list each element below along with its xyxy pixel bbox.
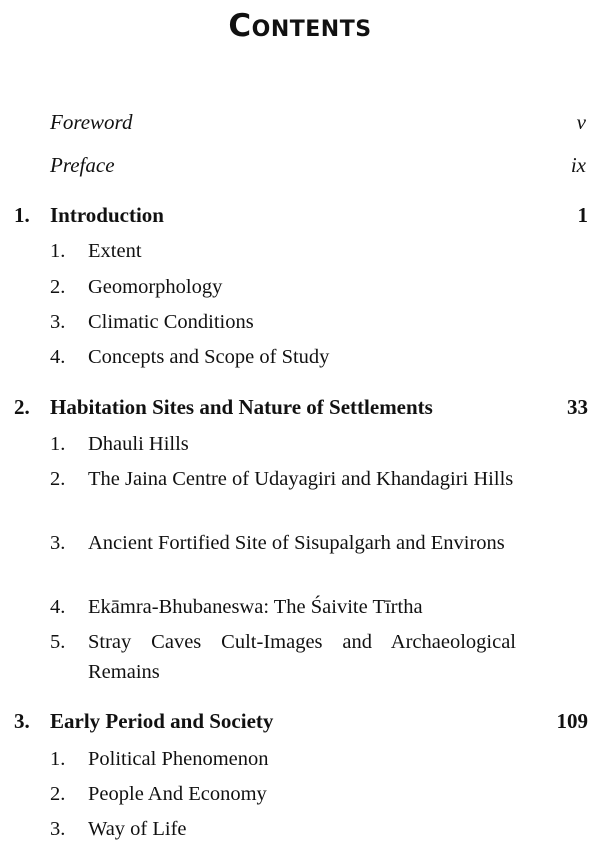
chapter-2-heading[interactable] (14, 395, 588, 423)
section-3-2[interactable] (50, 779, 516, 809)
section-2-4[interactable] (50, 592, 516, 622)
section-number: 3. (50, 311, 66, 333)
section-title: Geomorphology (88, 276, 223, 298)
chapter-number: 3. (14, 709, 30, 733)
section-number: 5. (50, 631, 66, 653)
section-2-2[interactable] (50, 464, 516, 494)
section-1-1[interactable] (50, 236, 516, 266)
section-number: 1. (50, 433, 66, 455)
section-title: People And Economy (88, 783, 267, 805)
chapter-title: Introduction (50, 203, 164, 227)
chapter-title: Habitation Sites and Nature of Settlements (50, 395, 433, 419)
section-number: 3. (50, 818, 66, 840)
section-2-3[interactable] (50, 528, 516, 558)
section-number: 1. (50, 240, 66, 262)
section-title: Ancient Fortified Site of Sisupalgarh and Environs (88, 532, 505, 554)
section-1-3[interactable] (50, 307, 516, 337)
page-number: v (576, 110, 586, 134)
chapter-number: 2. (14, 395, 30, 419)
section-title: Political Phenomenon (88, 748, 269, 770)
entry-title: Foreword (50, 110, 133, 134)
section-1-2[interactable] (50, 272, 516, 302)
section-2-5[interactable] (50, 627, 516, 687)
section-title: Climatic Conditions (88, 311, 254, 333)
chapter-1-heading[interactable] (14, 203, 588, 231)
chapter-title: Early Period and Society (50, 709, 274, 733)
page-number: ix (570, 153, 586, 177)
section-title: Dhauli Hills (88, 433, 189, 455)
section-3-1[interactable] (50, 744, 516, 774)
section-title: Way of Life (88, 818, 187, 840)
section-number: 2. (50, 468, 66, 490)
chapter-number: 1. (14, 203, 30, 227)
page-number: 109 (556, 709, 588, 733)
section-number: 2. (50, 276, 66, 298)
toc-entry-foreword[interactable] (50, 110, 586, 136)
section-1-4[interactable] (50, 342, 516, 372)
section-title: The Jaina Centre of Udayagiri and Khandagiri Hills (88, 468, 514, 490)
chapter-3-heading[interactable] (14, 709, 588, 737)
section-2-1[interactable] (50, 429, 516, 459)
page-title: Contents (228, 8, 372, 44)
page-number: 1 (577, 203, 588, 227)
section-number: 1. (50, 748, 66, 770)
section-3-3[interactable] (50, 814, 516, 844)
entry-title: Preface (50, 153, 115, 177)
section-number: 4. (50, 596, 66, 618)
section-title: Concepts and Scope of Study (88, 346, 330, 368)
section-number: 2. (50, 783, 66, 805)
section-title: Ekāmra-Bhubaneswa: The Śaivite Tīrtha (88, 596, 423, 618)
page-number: 33 (567, 395, 588, 419)
section-title: Extent (88, 240, 142, 262)
section-number: 4. (50, 346, 66, 368)
section-title: Stray Caves Cult-Images and Archaeological Remains (88, 631, 516, 683)
section-number: 3. (50, 532, 66, 554)
toc-entry-preface[interactable] (50, 153, 586, 179)
